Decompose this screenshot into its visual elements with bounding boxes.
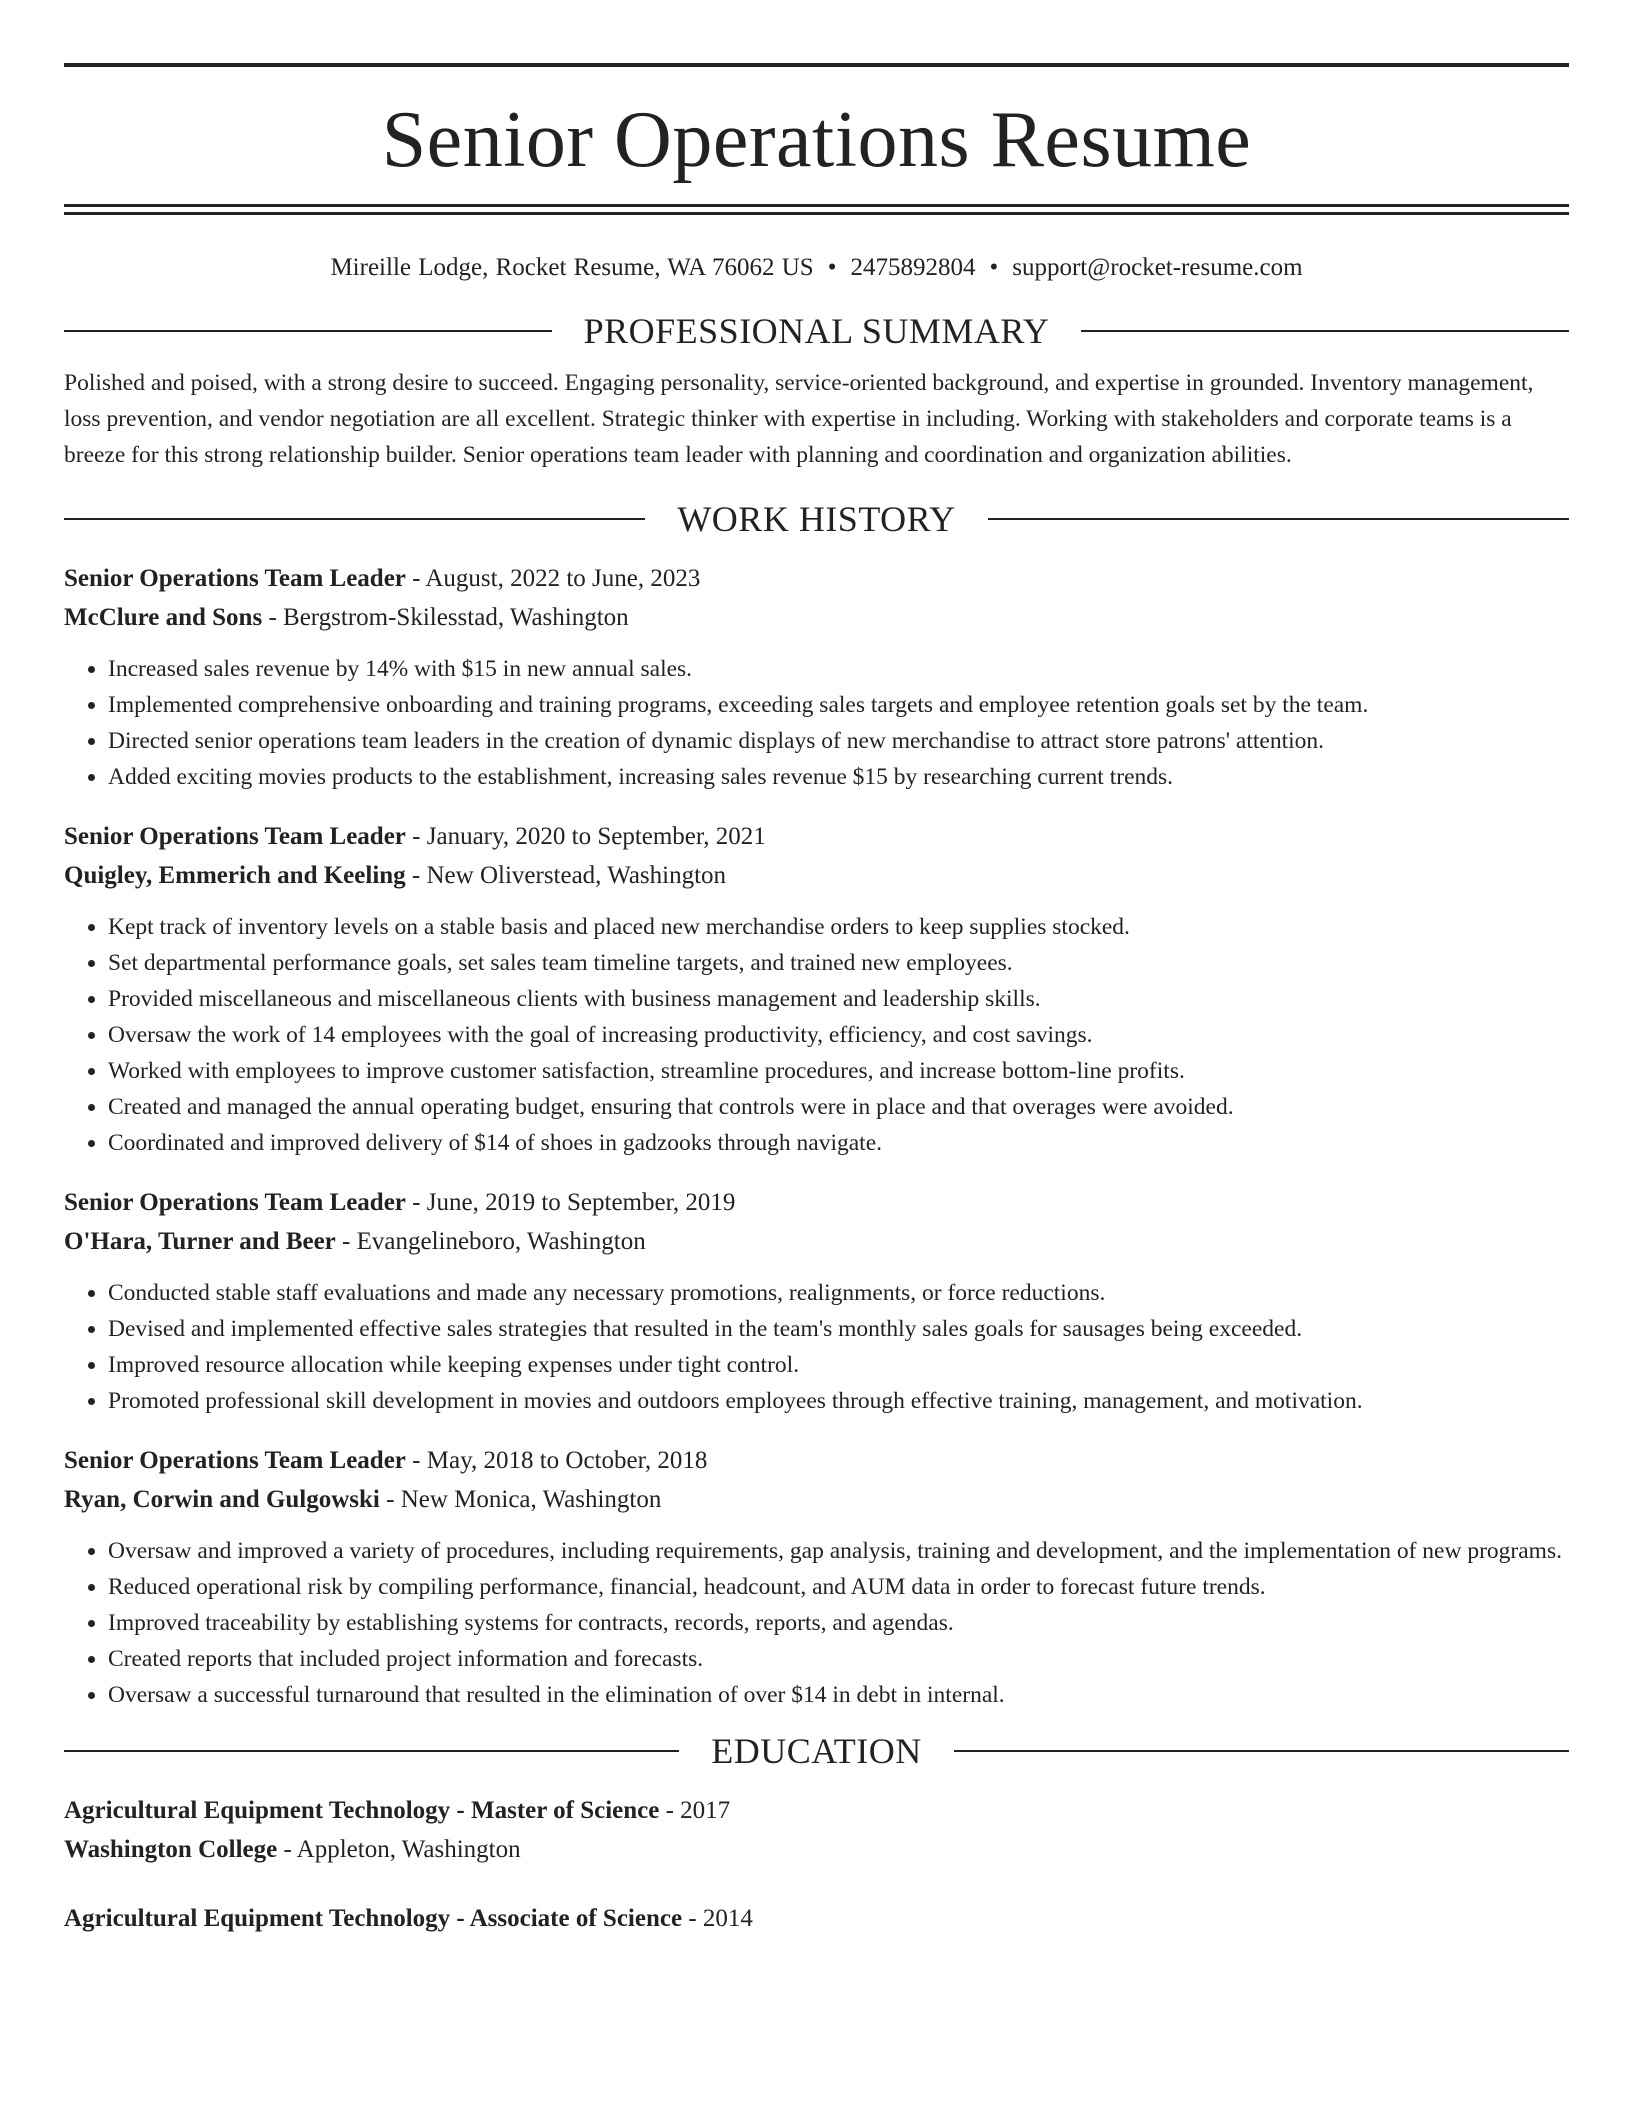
heading-rule-right <box>1081 330 1569 332</box>
heading-rule-left <box>64 518 645 520</box>
job-dates: - May, 2018 to October, 2018 <box>405 1447 708 1474</box>
section-heading-education <box>64 1731 1569 1771</box>
job-dates: - June, 2019 to September, 2019 <box>405 1189 736 1216</box>
job-title: Senior Operations Team Leader <box>64 823 406 850</box>
education-entry <box>64 1899 1569 1938</box>
job-bullet: • Conducted stable staff evaluations and made any necessary promotions, realignments, or force reductions. <box>108 1275 1569 1311</box>
job-location: - New Oliverstead, Washington <box>405 862 727 889</box>
job-title: Senior Operations Team Leader <box>64 1189 406 1216</box>
job-title: Senior Operations Team Leader <box>64 565 406 592</box>
education-degree: Agricultural Equipment Technology - Associate of Science <box>64 1905 683 1932</box>
job-bullet: • Improved traceability by establishing systems for contracts, records, reports, and agendas. <box>108 1605 1569 1641</box>
job-entry <box>64 1183 1569 1419</box>
job-title-line <box>64 817 1569 856</box>
job-entry <box>64 559 1569 795</box>
job-bullets <box>64 1533 1569 1713</box>
section-heading-label: EDUCATION <box>711 1731 922 1771</box>
contact-address: Mireille Lodge, Rocket Resume, WA 76062 US <box>330 254 814 281</box>
education-degree-line <box>64 1899 1569 1938</box>
section-heading-summary <box>64 311 1569 351</box>
heading-rule-left <box>64 330 552 332</box>
heading-rule-left <box>64 1750 679 1752</box>
job-location: - Evangelineboro, Washington <box>335 1228 646 1255</box>
job-bullet: • Worked with employees to improve customer satisfaction, streamline procedures, and increase bottom-line profits. <box>108 1053 1569 1089</box>
job-bullet: • Improved resource allocation while keeping expenses under tight control. <box>108 1347 1569 1383</box>
heading-rule-right <box>954 1750 1569 1752</box>
job-bullet: • Created and managed the annual operating budget, ensuring that controls were in place and that overages were avoided. <box>108 1089 1569 1125</box>
job-bullet: • Directed senior operations team leaders in the creation of dynamic displays of new merchandise to attract store patrons' attention. <box>108 723 1569 759</box>
heading-rule-right <box>988 518 1569 520</box>
education-year: - 2014 <box>682 1905 753 1932</box>
education-entry <box>64 1791 1569 1869</box>
education-location: - Appleton, Washington <box>277 1836 521 1863</box>
job-company: McClure and Sons <box>64 604 263 631</box>
job-company-line <box>64 598 1569 637</box>
title-double-rule <box>64 204 1569 215</box>
resume-content <box>64 0 1569 1938</box>
job-bullet: • Implemented comprehensive onboarding and training programs, exceeding sales targets and employee retention goals set by the team. <box>108 687 1569 723</box>
job-bullet: • Devised and implemented effective sales strategies that resulted in the team's monthly sales goals for sausages being exceeded. <box>108 1311 1569 1347</box>
job-company-line <box>64 1222 1569 1261</box>
summary-text: Polished and poised, with a strong desire to succeed. Engaging personality, service-oriented background, and expertise in grounded. Inventory management, loss prevention, and vendor negotiation are all excellent. Strategic thinker with expertise in including. Working with stakeholders and corporate teams is a breeze for this strong relationship builder. Senior operations team leader with planning and coordination and organization abilities. <box>64 370 1534 468</box>
job-bullets <box>64 1275 1569 1419</box>
job-title-line <box>64 1441 1569 1480</box>
section-heading-work-history <box>64 499 1569 539</box>
resume-title: Senior Operations Resume <box>381 96 1252 184</box>
job-company-line <box>64 856 1569 895</box>
contact-line <box>64 253 1569 283</box>
education-school-line <box>64 1830 1569 1869</box>
job-location: - Bergstrom-Skilesstad, Washington <box>262 604 629 631</box>
contact-phone: 2475892804 <box>850 254 976 281</box>
job-location: - New Monica, Washington <box>379 1486 662 1513</box>
job-bullet: • Increased sales revenue by 14% with $15 in new annual sales. <box>108 651 1569 687</box>
job-bullet: • Provided miscellaneous and miscellaneous clients with business management and leadership skills. <box>108 981 1569 1017</box>
job-company: Quigley, Emmerich and Keeling <box>64 862 406 889</box>
education-year: - 2017 <box>659 1797 731 1824</box>
job-title: Senior Operations Team Leader <box>64 1447 406 1474</box>
contact-separator: • <box>989 254 999 281</box>
job-bullet: • Kept track of inventory levels on a stable basis and placed new merchandise orders to keep supplies stocked. <box>108 909 1569 945</box>
job-title-line <box>64 1183 1569 1222</box>
job-bullets <box>64 651 1569 795</box>
education-degree-line <box>64 1791 1569 1830</box>
job-bullet: • Oversaw the work of 14 employees with the goal of increasing productivity, efficiency, and cost savings. <box>108 1017 1569 1053</box>
job-bullets <box>64 909 1569 1161</box>
job-bullet: • Reduced operational risk by compiling performance, financial, headcount, and AUM data in order to forecast future trends. <box>108 1569 1569 1605</box>
job-bullet: • Coordinated and improved delivery of $14 of shoes in gadzooks through navigate. <box>108 1125 1569 1161</box>
job-company: Ryan, Corwin and Gulgowski <box>64 1486 380 1513</box>
contact-separator: • <box>827 254 837 281</box>
education-school: Washington College <box>64 1836 278 1863</box>
job-bullet: • Oversaw a successful turnaround that resulted in the elimination of over $14 in debt in internal. <box>108 1677 1569 1713</box>
job-dates: - January, 2020 to September, 2021 <box>405 823 766 850</box>
job-bullet: • Oversaw and improved a variety of procedures, including requirements, gap analysis, training and development, and the implementation of new programs. <box>108 1533 1569 1569</box>
section-heading-label: PROFESSIONAL SUMMARY <box>583 311 1050 351</box>
job-entry <box>64 817 1569 1161</box>
job-bullet: • Created reports that included project information and forecasts. <box>108 1641 1569 1677</box>
section-heading-label: WORK HISTORY <box>677 499 956 539</box>
job-bullet: • Promoted professional skill development in movies and outdoors employees through effective training, management, and motivation. <box>108 1383 1569 1419</box>
job-entry <box>64 1441 1569 1713</box>
job-company: O'Hara, Turner and Beer <box>64 1228 336 1255</box>
education-degree: Agricultural Equipment Technology - Master of Science <box>64 1797 660 1824</box>
job-title-line <box>64 559 1569 598</box>
job-bullet: • Set departmental performance goals, set sales team timeline targets, and trained new employees. <box>108 945 1569 981</box>
contact-email: support@rocket-resume.com <box>1012 254 1303 281</box>
job-dates: - August, 2022 to June, 2023 <box>405 565 701 592</box>
job-company-line <box>64 1480 1569 1519</box>
job-bullet: • Added exciting movies products to the establishment, increasing sales revenue $15 by researching current trends. <box>108 759 1569 795</box>
